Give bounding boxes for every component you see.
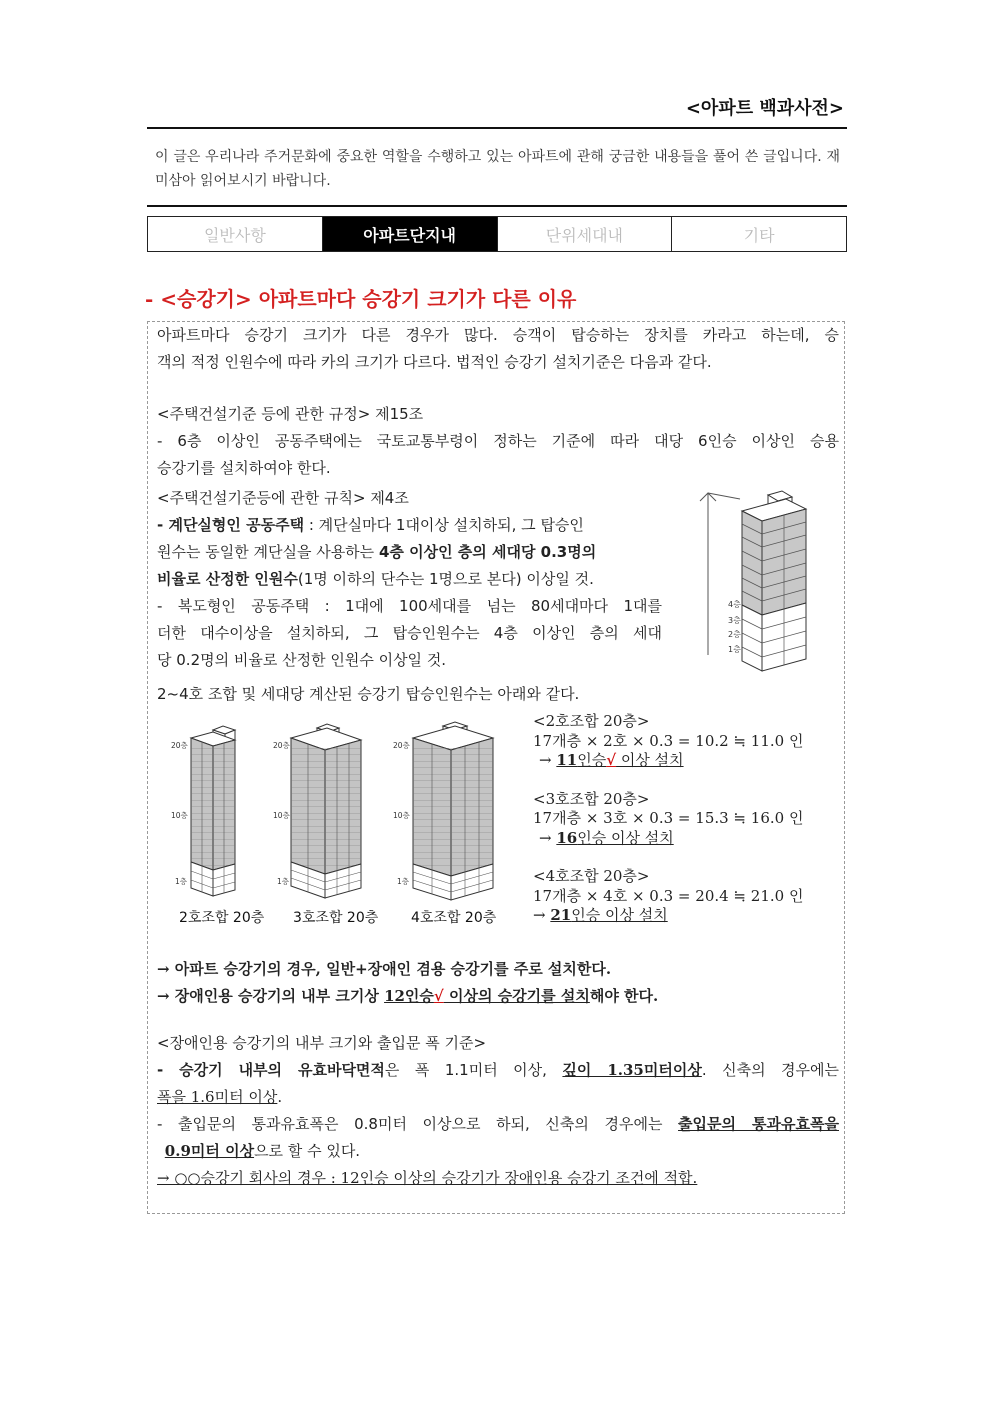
text: : 계단실마다 1대이상 설치하되, 그 탑승인 bbox=[304, 516, 584, 534]
arrow: → bbox=[533, 906, 551, 924]
text: . 신축의 경우에는 bbox=[701, 1061, 840, 1079]
regulation-line bbox=[157, 569, 662, 589]
text: . bbox=[277, 1088, 283, 1106]
floor-label: 1층 bbox=[277, 877, 290, 886]
check-mark-icon: √ bbox=[606, 751, 617, 769]
conclusion-line: → 아파트 승강기의 경우, 일반+장애인 겸용 승강기를 주로 설치한다. bbox=[157, 960, 612, 978]
header-divider bbox=[147, 127, 847, 129]
floor-label: 1층 bbox=[728, 645, 741, 654]
underlined-text: 0.9미터 이상 bbox=[164, 1142, 255, 1160]
calc-title: <2호조합 20층> bbox=[533, 712, 650, 730]
regulation-line: 당 0.2명의 비율로 산정한 인원수 이상일 것. bbox=[157, 651, 447, 669]
underlined-text: 출입문의 통과유효폭을 bbox=[678, 1115, 839, 1133]
text: → 장애인용 승강기의 내부 크기상 bbox=[157, 987, 385, 1005]
tab-etc[interactable]: 기타 bbox=[743, 225, 775, 245]
building-3-units bbox=[291, 724, 361, 898]
tab-unit[interactable]: 단위세대내 bbox=[498, 217, 673, 251]
paragraph-line: 아파트마다 승강기 크기가 다른 경우가 많다. 승객이 탑승하는 장치를 카라고 하는데, 승 bbox=[157, 326, 839, 344]
standard-line bbox=[160, 1141, 842, 1161]
arrow: → bbox=[539, 828, 557, 847]
calc-block bbox=[533, 867, 838, 926]
calc-result bbox=[533, 751, 838, 771]
intro-text: 이 글은 우리나라 주거문화에 중요한 역할을 수행하고 있는 아파트에 관해 궁금한 내용들을 풀어 쓴 글입니다. 재미삼아 읽어보시기 바랍니다. bbox=[155, 149, 840, 189]
paragraph-line: 객의 적정 인원수에 따라 카의 크기가 다르다. 법적인 승강기 설치기준은 다음과 같다. bbox=[157, 353, 712, 371]
text: - 출입문의 통과유효폭은 0.8미터 이상으로 하되, 신축의 경우에는 bbox=[157, 1115, 679, 1133]
floor-label: 1층 bbox=[397, 877, 410, 886]
regulation-line: - 복도형인 공동주택 : 1대에 100세대를 넘는 80세대마다 1대를 bbox=[157, 597, 662, 615]
standard-line bbox=[157, 1087, 839, 1107]
calculation-list bbox=[533, 712, 838, 945]
floor-label: 1층 bbox=[175, 877, 188, 886]
calc-intro: 2~4호 조합 및 세대당 계산된 승강기 탑승인원수는 아래와 같다. bbox=[157, 685, 580, 703]
building-caption: 3호조합 20층 bbox=[293, 910, 379, 926]
calc-block bbox=[533, 712, 838, 771]
standard-title: <장애인용 승강기의 내부 크기와 출입문 폭 기준> bbox=[157, 1034, 487, 1052]
floor-label: 10층 bbox=[393, 811, 410, 820]
regulation-line: - 6층 이상인 공동주택에는 국토교통부령이 정하는 기준에 따라 대당 6인승 이상인 승용 bbox=[157, 432, 839, 450]
floor-label: 10층 bbox=[273, 811, 290, 820]
document-title: <아파트 백과사전> bbox=[685, 98, 844, 119]
calc-unit: 인승 bbox=[577, 751, 607, 769]
check-mark-icon: √ bbox=[433, 987, 444, 1005]
tab-complex[interactable]: 아파트단지내 bbox=[323, 217, 498, 251]
underlined-text: 12인승 bbox=[384, 987, 434, 1005]
bold-text: 비율로 산정한 인원수 bbox=[157, 570, 298, 588]
floor-label: 4층 bbox=[728, 600, 741, 609]
floor-label: 20층 bbox=[171, 741, 188, 750]
text: 해야 한다. bbox=[589, 987, 659, 1005]
conclusion-line bbox=[157, 986, 839, 1006]
bold-text: 4층 이상인 층의 세대당 0.3명의 bbox=[378, 543, 597, 561]
calc-result bbox=[533, 829, 838, 849]
regulation-line bbox=[157, 515, 662, 535]
text: 은 폭 1.1미터 이상, bbox=[384, 1061, 563, 1079]
tab-general[interactable]: 일반사항 bbox=[148, 217, 323, 251]
calc-number: 11 bbox=[556, 751, 578, 769]
text: (1명 이하의 단수는 1명으로 본다) 이상일 것. bbox=[297, 570, 594, 588]
calc-formula: 17개층 × 2호 × 0.3 = 10.2 ≒ 11.0 인 bbox=[533, 731, 804, 750]
calc-title: <3호조합 20층> bbox=[533, 789, 650, 808]
building-4-units bbox=[413, 722, 493, 900]
floor-label: 10층 bbox=[171, 811, 188, 820]
arrow: → bbox=[539, 751, 557, 769]
calc-formula: 17개층 × 4호 × 0.3 = 20.4 ≒ 21.0 인 bbox=[533, 886, 804, 905]
standard-line bbox=[157, 1114, 839, 1134]
floor-label: 20층 bbox=[393, 741, 410, 750]
calc-unit: 인승 이상 설치 bbox=[571, 906, 668, 924]
calc-formula: 17개층 × 3호 × 0.3 = 15.3 ≒ 16.0 인 bbox=[533, 809, 804, 827]
floor-label: 3층 bbox=[728, 616, 741, 625]
calc-tail: 이상 설치 bbox=[616, 751, 684, 769]
regulation-line: 승강기를 설치하여야 한다. bbox=[157, 459, 331, 477]
regulation-title: <주택건설기준등에 관한 규칙> 제4조 bbox=[157, 489, 409, 507]
category-tabs bbox=[147, 216, 847, 252]
building-caption: 2호조합 20층 bbox=[179, 910, 265, 926]
underlined-text: 깊이 1.35미터이상 bbox=[562, 1061, 702, 1079]
building-combination-illustrations bbox=[165, 716, 530, 931]
floor-label: 2층 bbox=[728, 630, 741, 639]
floor-label: 20층 bbox=[273, 741, 290, 750]
small-building-illustration bbox=[694, 485, 814, 675]
bold-text: - 계단실형인 공동주택 bbox=[157, 516, 305, 534]
regulation-line: 더한 대수이상을 설치하되, 그 탑승인원수는 4층 이상인 층의 세대 bbox=[157, 624, 662, 642]
intro-divider bbox=[147, 205, 847, 207]
calc-unit: 인승 이상 설치 bbox=[577, 828, 674, 847]
underlined-text: 폭을 1.6미터 이상 bbox=[157, 1088, 278, 1106]
standard-line bbox=[157, 1060, 839, 1080]
building-2-units bbox=[191, 726, 235, 896]
section-title: - <승강기> 아파트마다 승강기 크기가 다른 이유 bbox=[145, 287, 577, 311]
calc-block bbox=[533, 790, 838, 849]
calc-number: 16 bbox=[556, 828, 578, 847]
final-note: → ○○승강기 회사의 경우 : 12인승 이상의 승강기가 장애인용 승강기 조건에 적합. bbox=[157, 1169, 698, 1187]
regulation-title: <주택건설기준 등에 관한 규정> 제15조 bbox=[157, 405, 424, 423]
building-caption: 4호조합 20층 bbox=[411, 910, 497, 926]
underlined-text: 이상의 승강기를 설치 bbox=[443, 987, 590, 1005]
regulation-line bbox=[157, 542, 662, 562]
bold-text: - 승강기 내부의 유효바닥면적 bbox=[157, 1061, 385, 1079]
text: 으로 할 수 있다. bbox=[254, 1142, 361, 1160]
calc-title: <4호조합 20층> bbox=[533, 867, 650, 885]
text: 원수는 동일한 계단실을 사용하는 bbox=[157, 543, 379, 561]
calc-result bbox=[533, 906, 838, 926]
calc-number: 21 bbox=[550, 906, 572, 924]
